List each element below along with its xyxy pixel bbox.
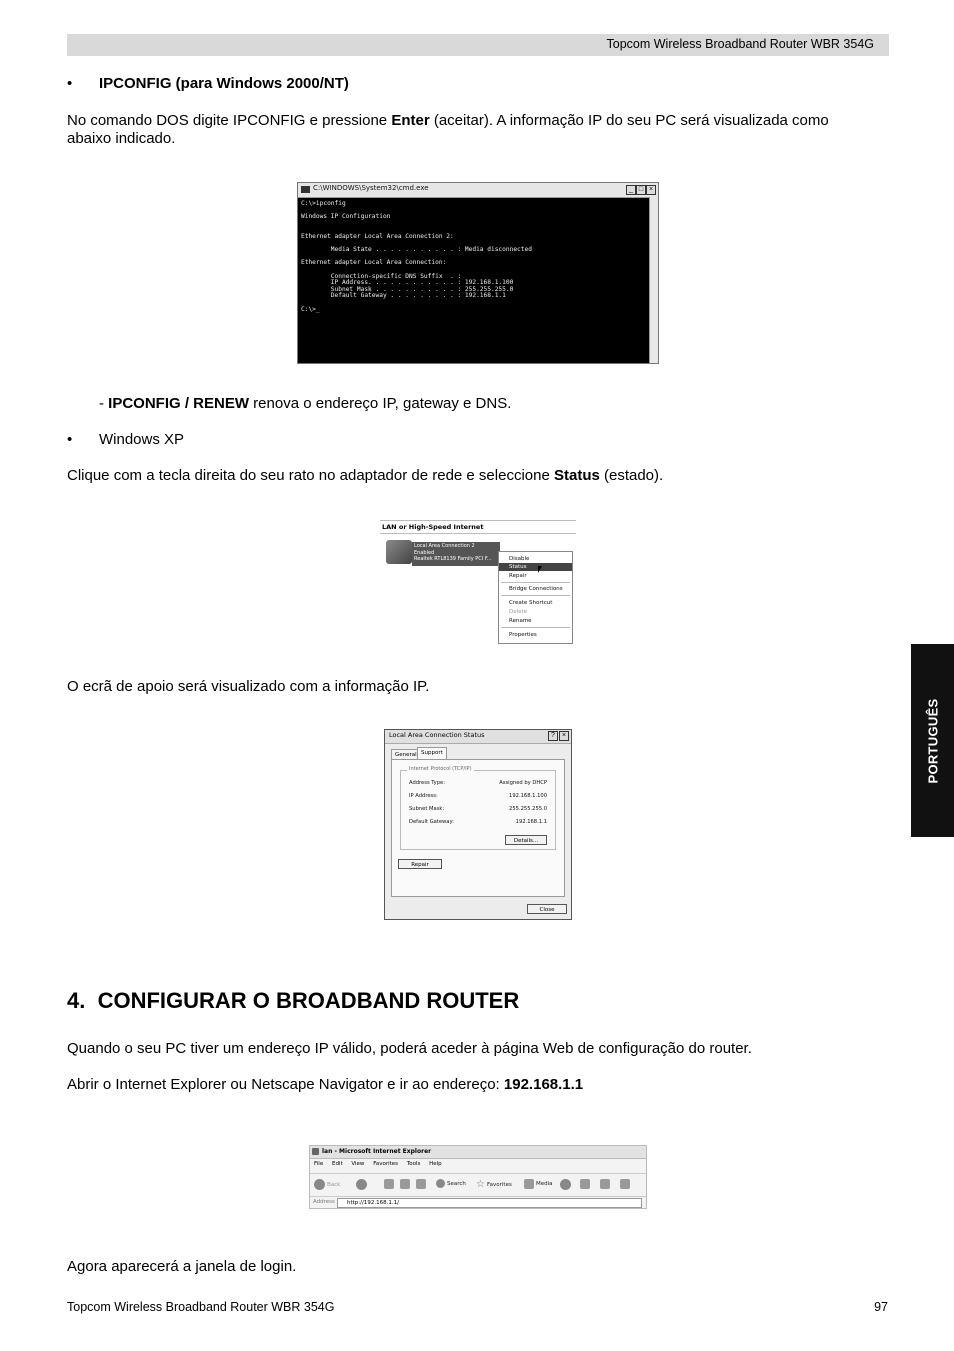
history-icon bbox=[560, 1179, 571, 1190]
menu-item-bridge[interactable]: Bridge Connections bbox=[509, 586, 563, 592]
login-text: Agora aparecerá a janela de login. bbox=[67, 1258, 297, 1275]
edit-button[interactable] bbox=[620, 1179, 630, 1189]
repair-button[interactable]: Repair bbox=[398, 859, 442, 869]
search-button[interactable] bbox=[436, 1179, 466, 1188]
menu-item-delete: Delete bbox=[509, 609, 528, 615]
menu-item-status[interactable]: Status bbox=[499, 563, 572, 571]
row-label: Default Gateway: bbox=[409, 819, 454, 825]
row-value: 192.168.1.100 bbox=[509, 793, 547, 799]
group-title: Internet Protocol (TCP/IP) bbox=[409, 766, 472, 772]
edit-icon bbox=[620, 1179, 630, 1189]
ie-titlebar bbox=[310, 1146, 646, 1159]
section-heading bbox=[67, 988, 519, 1014]
context-menu bbox=[498, 551, 573, 644]
bullet-ipconfig: • bbox=[67, 75, 73, 92]
cmd-line: Windows IP Configuration bbox=[301, 213, 391, 221]
row-label: IP Address: bbox=[409, 793, 438, 799]
refresh-button[interactable] bbox=[400, 1179, 410, 1189]
media-button[interactable] bbox=[524, 1179, 553, 1189]
cmd-line bbox=[301, 300, 532, 307]
back-label: Back bbox=[327, 1181, 341, 1188]
adapter-name: Local Area Connection 2 bbox=[414, 543, 475, 549]
footer-title: Topcom Wireless Broadband Router WBR 354G bbox=[67, 1300, 335, 1314]
back-button[interactable] bbox=[314, 1179, 340, 1190]
menu-item-rename[interactable]: Rename bbox=[509, 618, 532, 624]
close-icon[interactable]: × bbox=[559, 731, 569, 741]
forward-button[interactable] bbox=[356, 1179, 367, 1190]
status-dialog-screenshot bbox=[384, 729, 572, 920]
search-icon bbox=[436, 1179, 445, 1188]
help-icon[interactable]: ? bbox=[548, 731, 558, 741]
tcpip-group bbox=[400, 766, 556, 850]
cmd-line: IP Address. . . . . . . . . . . . : 192.168.1.100 bbox=[301, 279, 514, 287]
search-label: Search bbox=[447, 1180, 466, 1187]
menu-file[interactable]: File bbox=[314, 1161, 324, 1167]
address-input[interactable]: http://192.168.1.1/ bbox=[337, 1198, 642, 1208]
language-label: PORTUGUÊS bbox=[925, 697, 940, 784]
dos-instruction-line1 bbox=[67, 112, 829, 130]
address-bar bbox=[310, 1197, 646, 1208]
cmd-line: Media State . . . . . . . . . . . : Media disconnected bbox=[301, 246, 532, 254]
cmd-titlebar bbox=[298, 183, 658, 198]
print-button[interactable] bbox=[600, 1179, 610, 1189]
mail-icon bbox=[580, 1179, 590, 1189]
stop-icon bbox=[384, 1179, 394, 1189]
row-label: Address Type: bbox=[409, 780, 445, 786]
cmd-line: Ethernet adapter Local Area Connection: bbox=[301, 259, 447, 267]
address-label: Address bbox=[313, 1199, 335, 1205]
row-label: Subnet Mask: bbox=[409, 806, 445, 812]
tab-support[interactable]: Support bbox=[417, 747, 447, 760]
ipconfig-heading: IPCONFIG (para Windows 2000/NT) bbox=[99, 75, 349, 92]
para-open-browser bbox=[67, 1076, 583, 1094]
status-word: Status bbox=[553, 467, 600, 484]
print-icon bbox=[600, 1179, 610, 1189]
cmd-scrollbar bbox=[649, 197, 658, 363]
cmd-line: Subnet Mask . . . . . . . . . . . : 255.255.255.0 bbox=[301, 285, 514, 293]
menu-item-properties[interactable]: Properties bbox=[509, 632, 537, 638]
menu-item-create-shortcut[interactable]: Create Shortcut bbox=[509, 600, 553, 606]
minimize-icon: _ bbox=[626, 185, 636, 195]
home-icon bbox=[416, 1179, 426, 1189]
menu-item-disable[interactable]: Disable bbox=[509, 556, 530, 562]
network-adapter-icon bbox=[386, 540, 412, 564]
maximize-icon: □ bbox=[636, 185, 646, 195]
cmd-line bbox=[301, 221, 532, 228]
divider bbox=[380, 533, 576, 534]
enter-key-label: Enter bbox=[391, 112, 430, 129]
ie-title: lan - Microsoft Internet Explorer bbox=[322, 1148, 432, 1155]
dos-text-1: No comando DOS digite IPCONFIG e pressione bbox=[67, 112, 392, 129]
network-group-heading: LAN or High-Speed Internet bbox=[382, 523, 484, 531]
divider bbox=[380, 520, 576, 521]
menu-view[interactable]: View bbox=[351, 1161, 365, 1167]
dos-instruction-line2: abaixo indicado. bbox=[67, 130, 176, 147]
cmd-line: Ethernet adapter Local Area Connection 2: bbox=[301, 232, 454, 240]
context-menu-screenshot bbox=[380, 520, 576, 646]
dos-text-2: (aceitar). A informação IP do seu PC será visualizada como bbox=[429, 112, 829, 129]
forward-icon bbox=[356, 1179, 367, 1190]
mouse-cursor-icon bbox=[538, 566, 546, 573]
cmd-line: Default Gateway . . . . . . . . . : 192.168.1.1 bbox=[301, 292, 506, 300]
star-icon: ☆ bbox=[476, 1179, 485, 1190]
click-text-2: (estado). bbox=[599, 467, 664, 484]
row-value: Assigned by DHCP bbox=[499, 780, 547, 786]
details-button[interactable]: Details... bbox=[505, 835, 547, 845]
favorites-label: Favorites bbox=[486, 1181, 512, 1188]
dialog-titlebar bbox=[385, 730, 571, 744]
cmd-icon bbox=[301, 186, 310, 193]
menu-item-repair[interactable]: Repair bbox=[509, 573, 527, 579]
renew-text: renova o endereço IP, gateway e DNS. bbox=[249, 395, 512, 412]
page-number: 97 bbox=[874, 1300, 888, 1314]
back-icon bbox=[314, 1179, 325, 1190]
adapter-selected bbox=[412, 542, 500, 566]
menu-help[interactable]: Help bbox=[429, 1161, 442, 1167]
support-panel bbox=[391, 759, 565, 897]
dialog-title: Local Area Connection Status bbox=[389, 731, 485, 739]
para-valid-ip: Quando o seu PC tiver um endereço IP válido, poderá aceder à página Web de configuração do router. bbox=[67, 1040, 752, 1057]
renew-line bbox=[99, 395, 511, 413]
ie-icon bbox=[312, 1148, 319, 1155]
favorites-button[interactable] bbox=[476, 1179, 512, 1190]
stop-button[interactable] bbox=[384, 1179, 394, 1189]
ie-toolbar bbox=[310, 1173, 646, 1197]
refresh-icon bbox=[400, 1179, 410, 1189]
adapter-state: Enabled bbox=[414, 549, 435, 556]
ie-menubar bbox=[314, 1161, 449, 1167]
bullet-xp: • bbox=[67, 431, 73, 448]
close-button[interactable]: Close bbox=[527, 904, 567, 914]
menu-separator bbox=[501, 582, 570, 583]
renew-command: IPCONFIG / RENEW bbox=[108, 395, 250, 412]
media-label: Media bbox=[536, 1181, 553, 1187]
section-title: CONFIGURAR O BROADBAND ROUTER bbox=[97, 988, 520, 1013]
tab-general[interactable]: General bbox=[391, 749, 421, 760]
menu-separator bbox=[501, 627, 570, 628]
click-instruction bbox=[67, 467, 663, 485]
media-icon bbox=[524, 1179, 534, 1189]
cmd-line: Connection-specific DNS Suffix . : bbox=[301, 272, 462, 280]
menu-tools[interactable]: Tools bbox=[406, 1161, 421, 1167]
history-button[interactable] bbox=[560, 1179, 571, 1190]
mail-button[interactable] bbox=[580, 1179, 590, 1189]
cmd-title: C:\WINDOWS\System32\cmd.exe bbox=[313, 184, 429, 192]
section-number: 4. bbox=[67, 988, 86, 1013]
windows-xp-label: Windows XP bbox=[99, 431, 185, 448]
language-side-tab bbox=[911, 644, 954, 837]
row-value: 255.255.255.0 bbox=[509, 806, 547, 812]
menu-separator bbox=[501, 595, 570, 596]
menu-favorites[interactable]: Favorites bbox=[373, 1161, 399, 1167]
adapter-device: Realtek RTL8139 Family PCI F... bbox=[414, 556, 492, 562]
close-icon: × bbox=[646, 185, 656, 195]
row-value: 192.168.1.1 bbox=[515, 819, 547, 825]
cmd-line: C:\>ipconfig bbox=[301, 200, 346, 207]
click-text-1: Clique com a tecla direita do seu rato no adaptador de rede e seleccione bbox=[67, 467, 554, 484]
menu-edit[interactable]: Edit bbox=[331, 1161, 343, 1167]
cmd-window-screenshot bbox=[297, 182, 659, 364]
ie-window-screenshot bbox=[309, 1145, 647, 1209]
cmd-output bbox=[301, 201, 532, 313]
support-intro: O ecrã de apoio será visualizado com a informação IP. bbox=[67, 678, 430, 695]
home-button[interactable] bbox=[416, 1179, 426, 1189]
open-browser-text: Abrir o Internet Explorer ou Netscape Navigator e ir ao endereço: bbox=[67, 1076, 504, 1093]
renew-dash: - bbox=[99, 395, 109, 412]
cmd-line: C:\>_ bbox=[301, 305, 320, 313]
header-title: Topcom Wireless Broadband Router WBR 354G bbox=[606, 37, 874, 51]
router-address: 192.168.1.1 bbox=[503, 1076, 584, 1093]
